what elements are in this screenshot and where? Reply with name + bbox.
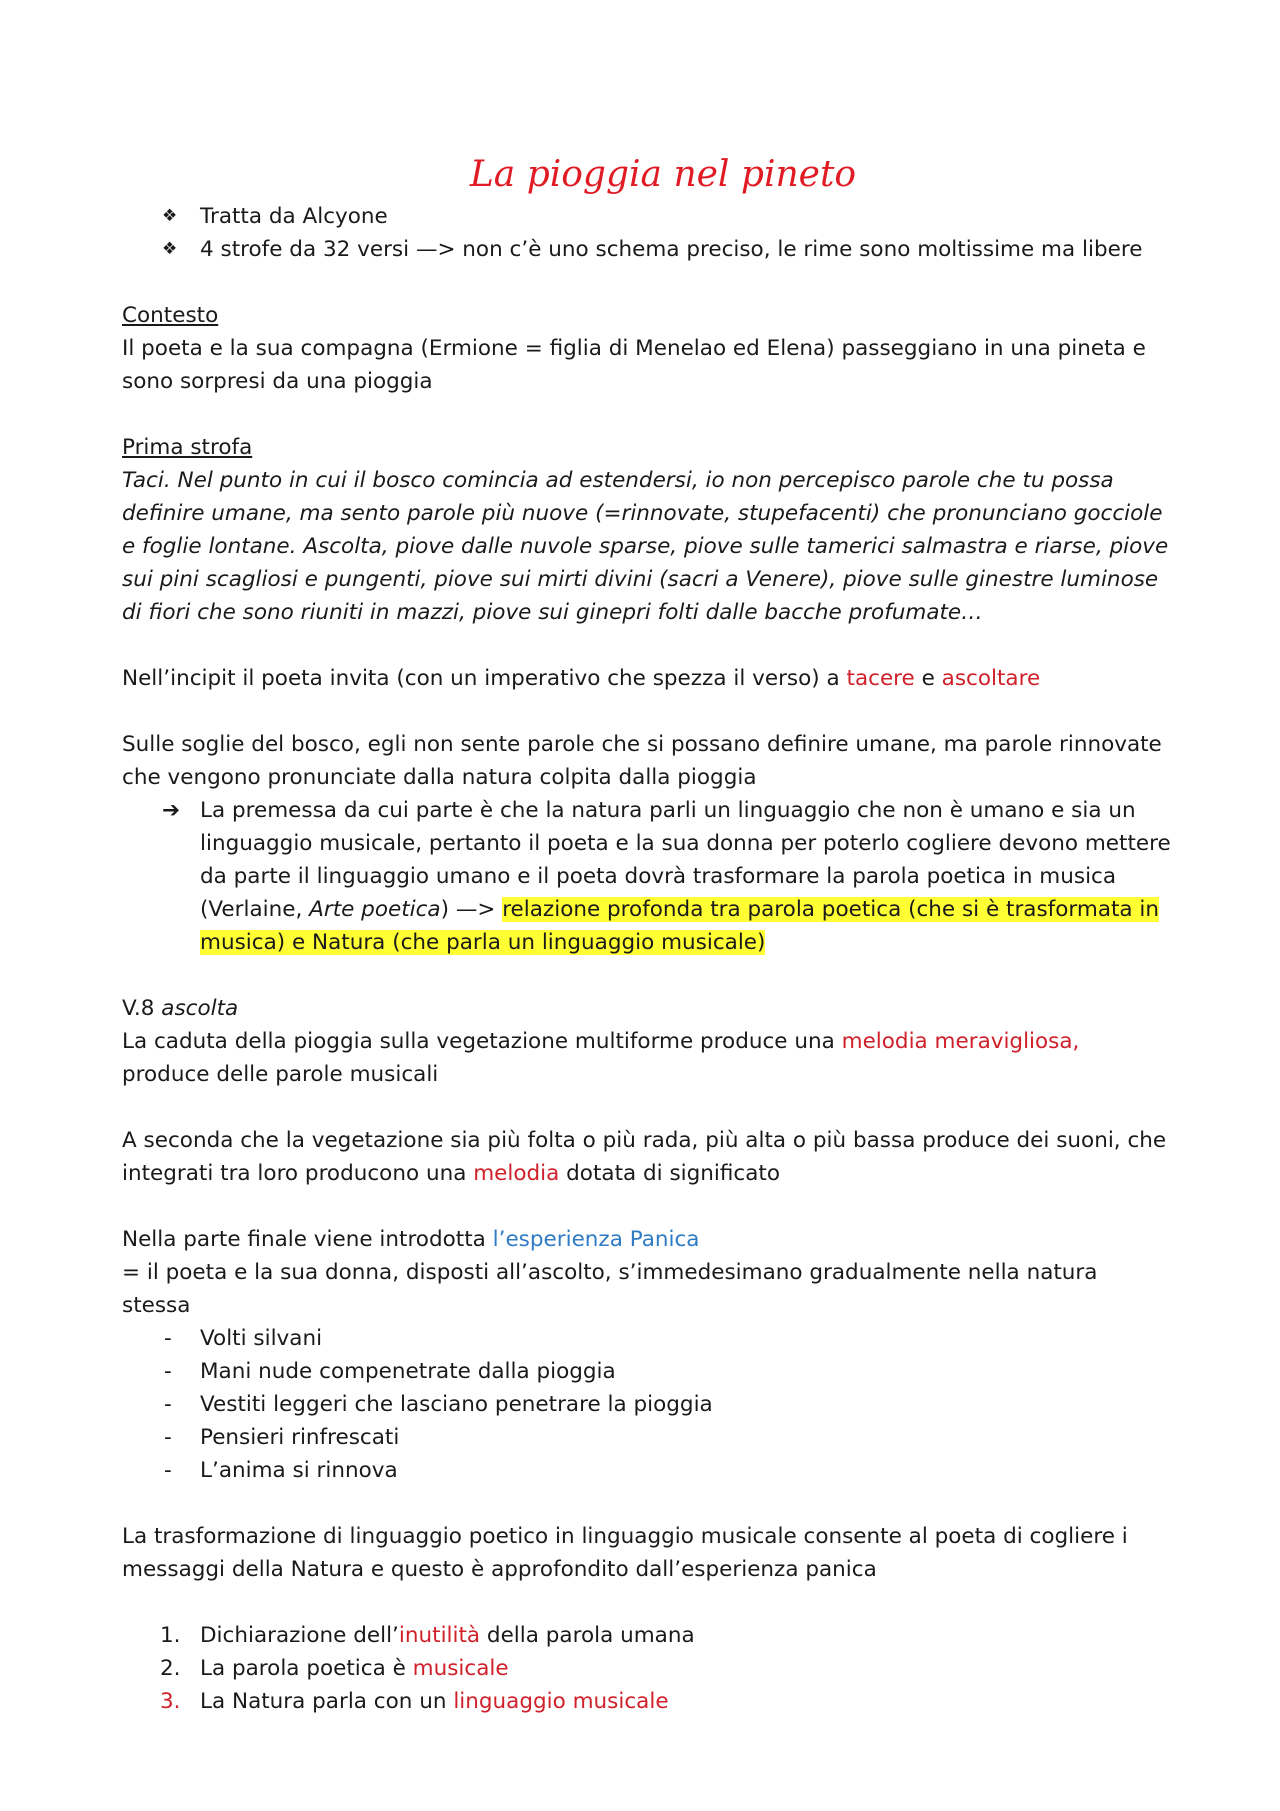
v8-label: V.8 ascolta xyxy=(122,996,239,1021)
v8-paragraph: La caduta della pioggia sulla vegetazione multiforme produce una melodia meravigliosa, produce delle parole musicali xyxy=(122,1029,1080,1087)
keyword-ascoltare: ascoltare xyxy=(941,666,1041,691)
panica-intro: Nella parte finale viene introdotta l’esperienza Panica xyxy=(122,1227,700,1252)
incipit-paragraph: Nell’incipit il poeta invita (con un imperativo che spezza il verso) a tacere e ascoltare xyxy=(122,666,1041,691)
document-body xyxy=(122,150,1172,1718)
intro-list xyxy=(122,200,1172,266)
list-item: ➔ La premessa da cui parte è che la natura parli un linguaggio che non è umano e sia un linguaggio musicale, pertanto il poeta e la sua donna per poterlo cogliere devono mettere da parte il linguaggio umano e il poeta dovrà trasformare la parola poetica in musica (Verlaine, Arte poetica) —> relazione profonda tra parola poetica (che si è trasformata in musica) e Natura (che parla un linguaggio musicale) xyxy=(122,794,1172,959)
right-arrow-icon: ➔ xyxy=(162,798,181,823)
list-item: - Mani nude compenetrate dalla pioggia xyxy=(164,1359,616,1384)
panica-list xyxy=(122,1322,1172,1487)
panica-definition: = il poeta e la sua donna, disposti all’ascolto, s’immedesimano gradualmente nella natura stessa xyxy=(122,1260,1098,1318)
work-title: Arte poetica xyxy=(309,897,441,922)
list-item: 2. La parola poetica è musicale xyxy=(160,1656,509,1681)
keyword-melodia: melodia xyxy=(473,1161,560,1186)
prima-strofa-text: Taci. Nel punto in cui il bosco comincia ad estendersi, io non percepisco parole che tu possa definire umane, ma sento parole più nuove (=rinnovate, stupefacenti) che pronunciano gocciole e foglie lontane. Ascolta, piove dalle nuvole sparse, piove sulle tamerici salmastra e riarse, piove sui pini scagliosi e pungenti, piove sui mirti divini (sacri a Venere), piove sulle ginestre luminose di fiori che sono riuniti in mazzi, piove sui ginepri folti dalle bacche profumate… xyxy=(122,468,1169,625)
list-item: ❖ 4 strofe da 32 versi —> non c’è uno schema preciso, le rime sono moltissime ma libere xyxy=(122,233,1172,266)
list-item: 1. Dichiarazione dell’inutilità della parola umana xyxy=(160,1623,695,1648)
arrow-list xyxy=(122,794,1172,959)
page-title: La pioggia nel pineto xyxy=(469,154,857,195)
keyword-tacere: tacere xyxy=(846,666,915,691)
diamond-bullet-icon: ❖ xyxy=(162,206,178,226)
list-item: - Vestiti leggeri che lasciano penetrare la pioggia xyxy=(164,1392,713,1417)
diamond-bullet-icon: ❖ xyxy=(162,239,178,259)
list-item: - Pensieri rinfrescati xyxy=(164,1425,400,1450)
contesto-text: Il poeta e la sua compagna (Ermione = figlia di Menelao ed Elena) passeggiano in una pineta e sono sorpresi da una pioggia xyxy=(122,336,1146,394)
keyword-melodia-meravigliosa: melodia meravigliosa, xyxy=(841,1029,1080,1054)
trasformazione-paragraph: La trasformazione di linguaggio poetico in linguaggio musicale consente al poeta di cogliere i messaggi della Natura e questo è approfondito dall’esperienza panica xyxy=(122,1524,1128,1582)
highlighted-text: relazione profonda tra parola poetica (che si è trasformata in musica) e Natura (che parla un linguaggio musicale) xyxy=(200,897,1160,955)
list-item: ❖ Tratta da Alcyone xyxy=(122,200,1172,233)
list-item: - Volti silvani xyxy=(164,1326,323,1351)
list-item: - L’anima si rinnova xyxy=(164,1458,398,1483)
contesto-heading: Contesto xyxy=(122,303,219,328)
soglie-paragraph: Sulle soglie del bosco, egli non sente parole che si possano definire umane, ma parole rinnovate che vengono pronunciate dalla natura colpita dalla pioggia xyxy=(122,732,1162,790)
keyword-esperienza-panica: l’esperienza Panica xyxy=(492,1227,700,1252)
prima-strofa-heading: Prima strofa xyxy=(122,435,253,460)
seconda-paragraph: A seconda che la vegetazione sia più folta o più rada, più alta o più bassa produce dei suoni, che integrati tra loro producono una melodia dotata di significato xyxy=(122,1128,1167,1186)
list-item: 3. La Natura parla con un linguaggio musicale xyxy=(160,1689,669,1714)
numbered-list xyxy=(122,1619,1172,1718)
